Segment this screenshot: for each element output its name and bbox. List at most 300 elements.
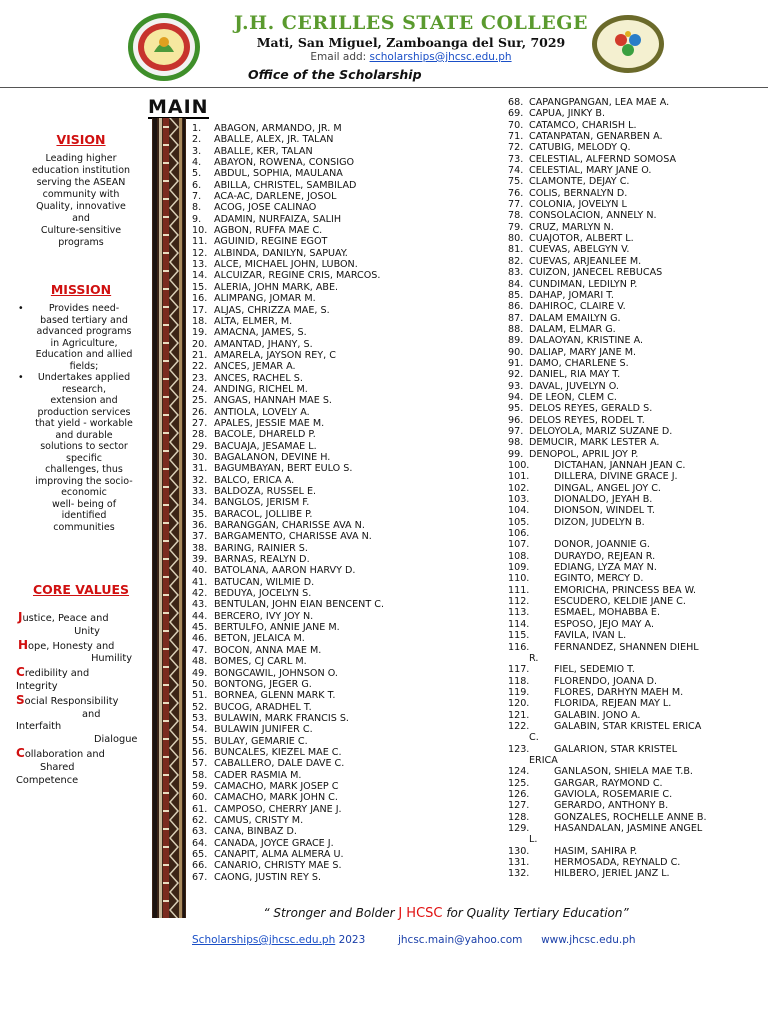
- scholar-list-item: [192, 157, 384, 168]
- scholar-list-item: [508, 539, 707, 550]
- scholar-number: 99.: [508, 448, 524, 460]
- scholar-list-item: [508, 483, 707, 494]
- core-value-item: [16, 611, 148, 639]
- footer-website[interactable]: www.jhcsc.edu.ph: [541, 934, 636, 946]
- scholar-list-item: [508, 471, 707, 482]
- core-value-item: [16, 694, 148, 747]
- scholar-list-item: [192, 486, 384, 497]
- scholar-name: FAVILA, IVAN L.: [554, 630, 627, 642]
- scholar-list-column-1: [192, 123, 384, 883]
- scholar-name: ESMAEL, MOHABBA E.: [554, 607, 660, 619]
- scholar-name: FERNANDEZ, SHANNEN DIEHL: [554, 641, 699, 653]
- scholar-name: GONZALES, ROCHELLE ANNE B.: [554, 811, 707, 823]
- scholar-list-item: [192, 134, 384, 145]
- scholar-number: 68.: [508, 97, 524, 108]
- scholar-list-item: [508, 210, 707, 221]
- scholar-list-item: [508, 97, 707, 108]
- scholar-name: DELOS REYES, GERALD S.: [529, 403, 653, 415]
- scholar-number: 122.: [508, 720, 530, 732]
- scholar-list-item: [192, 509, 384, 520]
- scholar-name: ABALLE, KER, TALAN: [214, 145, 313, 157]
- scholar-list-item: [192, 429, 384, 440]
- scholar-name: R.: [529, 652, 539, 664]
- core-value-text: Shared: [40, 761, 75, 773]
- scholar-name: BULAWIN JUNIFER C.: [214, 724, 313, 736]
- scholar-list-item: [508, 710, 707, 721]
- scholar-number: 56.: [192, 746, 208, 758]
- scholar-number: 44.: [192, 610, 208, 622]
- scholar-list-item: [192, 804, 384, 815]
- scholar-list-item: [192, 214, 384, 225]
- woven-pattern-divider: [152, 118, 186, 918]
- scholar-list-item: [508, 437, 707, 448]
- scholar-number: 45.: [192, 622, 208, 634]
- footer-email-link[interactable]: Scholarships@jhcsc.edu.ph: [192, 934, 336, 946]
- scholar-number: 108.: [508, 550, 530, 562]
- scholar-number: 112.: [508, 596, 530, 608]
- scholar-number: 59.: [192, 780, 208, 792]
- scholar-list-item: [508, 381, 707, 392]
- scholar-list-column-2: [508, 97, 707, 880]
- scholar-number: 97.: [508, 425, 524, 437]
- scholar-list-item: [192, 849, 384, 860]
- scholar-number: 86.: [508, 301, 524, 313]
- scholar-number: 34.: [192, 497, 208, 509]
- scholar-number: 124.: [508, 766, 530, 778]
- scholar-number: 85.: [508, 289, 524, 301]
- scholar-number: 118.: [508, 675, 530, 687]
- scholar-name: ANCES, RACHEL S.: [214, 372, 303, 384]
- scholar-number: 42.: [192, 588, 208, 600]
- scholar-number: 98.: [508, 437, 524, 449]
- scholar-name: ABILLA, CHRISTEL, SAMBILAD: [214, 179, 357, 191]
- scholar-number: 62.: [192, 814, 208, 826]
- college-address: Mati, San Miguel, Zamboanga del Sur, 7029: [256, 35, 566, 50]
- scholar-name: CUAJOTOR, ALBERT L.: [529, 233, 634, 245]
- core-value-item: [16, 747, 148, 787]
- scholar-list-item: [508, 596, 707, 607]
- scholar-name: AMANTAD, JHANY, S.: [214, 338, 313, 350]
- scholar-number: 63.: [192, 826, 208, 838]
- scholar-name: CANAPIT, ALMA ALMERA U.: [214, 849, 344, 860]
- scholar-name: BARNAS, REALYN D.: [214, 554, 310, 566]
- scholar-name: BARGAMENTO, CHARISSE AVA N.: [214, 531, 372, 543]
- scholar-list-item: [508, 732, 707, 743]
- scholar-number: 29.: [192, 440, 208, 452]
- core-value-text: Humility: [91, 653, 132, 665]
- scholar-name: GAVIOLA, ROSEMARIE C.: [554, 788, 673, 800]
- scholar-name: ESPOSO, JEJO MAY A.: [554, 618, 654, 630]
- scholar-number: 114.: [508, 618, 530, 630]
- scholar-list-item: [508, 517, 707, 528]
- scholar-number: 80.: [508, 233, 524, 245]
- scholar-number: 81.: [508, 244, 524, 256]
- scholar-number: 109.: [508, 562, 530, 574]
- scholar-number: 12.: [192, 247, 208, 259]
- scholar-number: 10.: [192, 225, 208, 237]
- scholar-list-item: [508, 789, 707, 800]
- scholar-name: COLIS, BERNALYN D.: [529, 187, 628, 199]
- scholar-number: 23.: [192, 372, 208, 384]
- scholar-name: CELESTIAL, ALFERND SOMOSA: [529, 153, 677, 165]
- scholar-list-item: [508, 868, 707, 879]
- scholar-list-item: [192, 770, 384, 781]
- scholar-number: 70.: [508, 119, 524, 131]
- scholar-name: C.: [529, 732, 539, 744]
- scholar-number: 6.: [192, 179, 202, 191]
- scholar-list-item: [192, 758, 384, 769]
- scholar-name: BERCERO, IVY JOY N.: [214, 610, 314, 622]
- scholar-name: BACOLE, DHARELD P.: [214, 429, 316, 441]
- scholar-name: CAMACHO, MARK JOHN C.: [214, 792, 338, 804]
- scholar-number: 76.: [508, 187, 524, 199]
- scholar-name: AMARELA, JAYSON REY, C: [214, 349, 336, 361]
- scholar-number: 65.: [192, 849, 208, 860]
- scholar-name: ALJAS, CHRIZZA MAE, S.: [214, 304, 330, 316]
- scholar-name: ABAYON, ROWENA, CONSIGO: [214, 157, 355, 169]
- core-value-initial: S: [16, 692, 25, 707]
- scholar-list-item: [508, 347, 707, 358]
- scholar-number: 111.: [508, 584, 530, 596]
- scholar-number: 131.: [508, 857, 530, 869]
- scholar-name: CUIZON, JANECEL REBUCAS: [529, 267, 663, 279]
- mission-line: production services: [37, 406, 131, 418]
- scholar-number: 26.: [192, 406, 208, 418]
- scholar-number: 54.: [192, 724, 208, 736]
- scholar-number: 106.: [508, 528, 530, 540]
- scholar-number: 100.: [508, 460, 530, 471]
- vision-line: Culture-sensitive: [40, 225, 122, 236]
- scholar-list-item: [192, 384, 384, 395]
- scholar-list-item: [508, 244, 707, 255]
- scholar-name: EDIANG, LYZA MAY N.: [554, 562, 657, 574]
- scholar-number: 123.: [508, 743, 530, 755]
- scholar-name: CAMACHO, MARK JOSEP C: [214, 780, 339, 792]
- scholar-number: 126.: [508, 788, 530, 800]
- scholar-list-item: [508, 846, 707, 857]
- scholar-number: 101.: [508, 471, 530, 483]
- scholar-name: BARANGGAN, CHARISSE AVA N.: [214, 520, 365, 532]
- scholar-list-item: [192, 520, 384, 531]
- scholar-list-item: [192, 270, 384, 281]
- scholar-name: BUNCALES, KIEZEL MAE C.: [214, 746, 342, 758]
- scholar-number: 9.: [192, 213, 202, 225]
- scholar-name: ANCES, JEMAR A.: [214, 361, 296, 373]
- scholar-name: CAMPOSO, CHERRY JANE J.: [214, 803, 342, 815]
- scholar-name: EGINTO, MERCY D.: [554, 573, 644, 585]
- mission-line: well- being of: [51, 498, 117, 510]
- scholar-name: ADAMIN, NURFAIZA, SALIH: [214, 213, 342, 225]
- scholarship-email-link[interactable]: scholarships@jhcsc.edu.ph: [369, 51, 512, 63]
- scholar-number: 32.: [192, 474, 208, 486]
- scholar-name: BACUAJA, JESAMAE L.: [214, 440, 317, 452]
- scholar-name: CAPUA, JINKY B.: [529, 108, 606, 120]
- scholar-list-item: [192, 248, 384, 259]
- scholar-list-item: [508, 426, 707, 437]
- core-value-text: and: [82, 708, 101, 720]
- scholar-list-item: [508, 267, 707, 278]
- scholar-list-item: [508, 857, 707, 868]
- scholar-number: 121.: [508, 709, 530, 721]
- scholar-list-item: [508, 176, 707, 187]
- scholar-list-item: [192, 463, 384, 474]
- scholar-name: ANTIOLA, LOVELY A.: [214, 406, 310, 418]
- mission-line: • Undertakes applied: [37, 372, 131, 383]
- scholar-list-item: [192, 656, 384, 667]
- scholar-list-item: [192, 168, 384, 179]
- scholar-name: BALCO, ERICA A.: [214, 474, 295, 486]
- vision-line: education institution: [31, 165, 131, 176]
- scholar-number: 128.: [508, 811, 530, 823]
- scholar-name: HASANDALAN, JASMINE ANGEL: [554, 823, 703, 834]
- scholar-list-item: [192, 781, 384, 792]
- scholar-list-item: [192, 361, 384, 372]
- scholar-name: CUNDIMAN, LEDILYN P.: [529, 278, 638, 290]
- scholar-number: 78.: [508, 210, 524, 222]
- scholar-number: 91.: [508, 357, 524, 369]
- vision-line: Leading higher: [45, 153, 117, 164]
- scholar-name: ALCUIZAR, REGINE CRIS, MARCOS.: [214, 270, 381, 282]
- core-value-text: ollaboration and: [24, 748, 105, 760]
- scholar-number: 40.: [192, 565, 208, 577]
- scholar-list-item: [192, 418, 384, 429]
- scholar-name: ALBINDA, DANILYN, SAPUAY.: [214, 247, 348, 259]
- scholar-name: DICTAHAN, JANNAH JEAN C.: [554, 460, 686, 471]
- main-campus-label: MAIN: [148, 96, 209, 118]
- scholar-name: FIEL, SEDEMIO T.: [554, 664, 635, 676]
- scholar-list-item: [508, 460, 707, 471]
- scholar-number: 84.: [508, 278, 524, 290]
- scholar-list-item: [508, 449, 707, 460]
- scholar-list-item: [192, 236, 384, 247]
- scholar-name: BAGUMBAYAN, BERT EULO S.: [214, 463, 353, 475]
- core-value-text: Unity: [74, 625, 100, 637]
- scholar-number: 129.: [508, 823, 530, 834]
- scholar-name: L.: [529, 834, 538, 846]
- scholar-list-item: [508, 721, 707, 732]
- mission-line: economic: [61, 487, 107, 498]
- scholar-name: DEMUCIR, MARK LESTER A.: [529, 437, 660, 449]
- footer-year: 2023: [335, 934, 366, 946]
- mission-item: [16, 303, 146, 372]
- scholar-number: 58.: [192, 769, 208, 781]
- email-line: [226, 51, 596, 63]
- tagline-brand: J HCSC: [398, 906, 443, 921]
- scholar-name: DILLERA, DIVINE GRACE J.: [554, 471, 678, 483]
- scholar-name: BANGLOS, JERISM F.: [214, 497, 310, 509]
- mission-line: communities: [53, 521, 115, 533]
- scholar-number: 18.: [192, 315, 208, 327]
- scholar-list-item: [508, 778, 707, 789]
- scholar-list-item: [192, 724, 384, 735]
- scholar-name: BONTONG, JEGER G.: [214, 678, 312, 690]
- scholar-name: ALCE, MICHAEL JOHN, LUBON.: [214, 259, 358, 271]
- scholar-list-item: [508, 154, 707, 165]
- scholar-number: 52.: [192, 701, 208, 713]
- office-title: Office of the Scholarship: [248, 67, 422, 82]
- scholar-list-item: [508, 335, 707, 346]
- scholar-list-item: [192, 202, 384, 213]
- scholar-number: 130.: [508, 845, 530, 857]
- scholarship-office-logo: [591, 14, 665, 74]
- scholar-list-item: [192, 860, 384, 871]
- scholar-name: BOMES, CJ CARL M.: [214, 656, 307, 668]
- scholar-name: GALARION, STAR KRISTEL: [554, 743, 678, 755]
- core-value-text: ustice, Peace and: [22, 613, 109, 624]
- email-prefix: Email add:: [310, 51, 370, 63]
- scholar-name: DAVAL, JUVELYN O.: [529, 380, 619, 392]
- scholar-name: DALAM, ELMAR G.: [529, 323, 616, 335]
- scholar-number: 41.: [192, 576, 208, 588]
- scholar-number: 7.: [192, 191, 202, 203]
- scholar-list-item: [508, 233, 707, 244]
- scholar-list-item: [192, 736, 384, 747]
- scholar-number: 38.: [192, 542, 208, 554]
- scholar-name: BETON, JELAICA M.: [214, 633, 305, 645]
- scholar-list-item: [192, 452, 384, 463]
- mission-line: based tertiary and: [40, 314, 128, 326]
- scholar-number: 120.: [508, 698, 530, 710]
- scholar-list-item: [508, 165, 707, 176]
- scholar-number: 69.: [508, 108, 524, 120]
- scholar-list-item: [192, 146, 384, 157]
- scholar-number: 15.: [192, 281, 208, 293]
- scholar-name: CELESTIAL, MARY JANE O.: [529, 165, 652, 177]
- scholar-name: ABAGON, ARMANDO, JR. M: [214, 123, 342, 134]
- scholar-number: 96.: [508, 414, 524, 426]
- scholar-number: 47.: [192, 644, 208, 656]
- scholar-list-item: [508, 108, 707, 119]
- scholar-number: 61.: [192, 803, 208, 815]
- scholar-name: DURAYDO, REJEAN R.: [554, 550, 656, 562]
- tagline-close: for Quality Tertiary Education”: [442, 906, 629, 920]
- scholar-name: DELOS REYES, RODEL T.: [529, 414, 645, 426]
- scholar-name: CAONG, JUSTIN REY S.: [214, 871, 321, 883]
- scholar-list-item: [192, 373, 384, 384]
- core-value-text: ocial Responsibility: [24, 695, 119, 707]
- scholar-number: 87.: [508, 312, 524, 324]
- scholar-number: 33.: [192, 486, 208, 497]
- scholar-name: DAMO, CHARLENE S.: [529, 357, 629, 369]
- scholar-number: 107.: [508, 539, 530, 551]
- scholar-name: HERMOSADA, REYNALD C.: [554, 857, 681, 869]
- scholar-list-item: [508, 256, 707, 267]
- scholar-list-item: [192, 622, 384, 633]
- scholar-list-item: [192, 815, 384, 826]
- scholar-list-item: [192, 225, 384, 236]
- scholar-number: 16.: [192, 293, 208, 305]
- footer-yahoo-email[interactable]: jhcsc.main@yahoo.com: [397, 934, 523, 946]
- scholar-list-item: [508, 619, 707, 630]
- scholar-list-item: [508, 222, 707, 233]
- scholar-number: 113.: [508, 607, 530, 619]
- scholar-list-item: [192, 690, 384, 701]
- scholar-number: 74.: [508, 165, 524, 177]
- scholar-name: BALDOZA, RUSSEL E.: [214, 486, 317, 497]
- scholar-name: BULAY, GEMARIE C.: [214, 735, 308, 747]
- scholar-list-item: [508, 313, 707, 324]
- core-value-item: [16, 639, 148, 667]
- scholar-number: 27.: [192, 417, 208, 429]
- scholar-number: 67.: [192, 871, 208, 883]
- scholar-name: BATOLANA, AARON HARVY D.: [214, 565, 356, 577]
- scholar-list-item: [508, 551, 707, 562]
- scholar-list-item: [508, 823, 707, 834]
- scholar-name: ANDING, RICHEL M.: [214, 383, 308, 395]
- scholar-number: 119.: [508, 686, 530, 698]
- scholar-name: CATAMCO, CHARISH L.: [529, 119, 637, 131]
- scholar-name: CAMUS, CRISTY M.: [214, 814, 304, 826]
- college-name: J.H. CERILLES STATE COLLEGE: [234, 12, 588, 34]
- scholar-name: BERTULFO, ANNIE JANE M.: [214, 622, 340, 634]
- tagline: [186, 906, 706, 921]
- scholar-list-item: [508, 766, 707, 777]
- scholar-number: 1.: [192, 123, 202, 134]
- vision-text: [18, 153, 144, 249]
- scholar-number: 11.: [192, 236, 208, 248]
- scholar-name: AGBON, RUFFA MAE C.: [214, 225, 323, 237]
- scholar-name: DENOPOL, APRIL JOY P.: [529, 448, 639, 460]
- scholar-list-item: [192, 702, 384, 713]
- scholar-list-item: [192, 838, 384, 849]
- scholar-number: 13.: [192, 259, 208, 271]
- core-value-initial: C: [16, 665, 25, 680]
- scholar-name: CANARIO, CHRISTY MAE S.: [214, 860, 342, 872]
- scholar-name: ESCUDERO, KELDIE JANE C.: [554, 596, 686, 608]
- vision-line: Quality, innovative: [36, 201, 126, 212]
- scholar-number: 95.: [508, 403, 524, 415]
- scholar-list-item: [192, 679, 384, 690]
- scholar-list-item: [508, 687, 707, 698]
- scholar-number: 132.: [508, 868, 530, 880]
- scholar-name: ABALLE, ALEX, JR. TALAN: [214, 134, 334, 146]
- mission-line: • Provides need-: [48, 303, 120, 314]
- scholar-number: 17.: [192, 304, 208, 316]
- scholar-name: BAGALANON, DEVINE H.: [214, 451, 331, 463]
- scholar-list-item: [508, 698, 707, 709]
- scholar-number: 43.: [192, 599, 208, 611]
- scholar-name: HASIM, SAHIRA P.: [554, 845, 638, 857]
- scholar-list-item: [508, 607, 707, 618]
- scholar-name: ALERIA, JOHN MARK, ABE.: [214, 281, 339, 293]
- scholar-name: BATUCAN, WILMIE D.: [214, 576, 315, 588]
- mission-line: and durable: [55, 429, 113, 441]
- scholar-list-item: [192, 123, 384, 134]
- mission-line: specific: [66, 452, 102, 464]
- scholar-list-item: [192, 577, 384, 588]
- vision-line: community with: [42, 189, 120, 200]
- scholar-name: EMORICHA, PRINCESS BEA W.: [554, 584, 697, 596]
- scholar-name: CANA, BINBAZ D.: [214, 826, 297, 838]
- scholar-list-item: [192, 543, 384, 554]
- scholar-list-item: [192, 441, 384, 452]
- mission-line: improving the socio-: [35, 475, 133, 487]
- scholar-list-item: [508, 392, 707, 403]
- scholar-name: CLAMONTE, DEJAY C.: [529, 176, 630, 188]
- scholar-list-item: [508, 812, 707, 823]
- scholar-list-item: [192, 191, 384, 202]
- scholar-number: 89.: [508, 335, 524, 347]
- scholar-name: CATANPATAN, GENARBEN A.: [529, 131, 663, 143]
- scholar-number: 30.: [192, 451, 208, 463]
- scholar-list-item: [192, 611, 384, 622]
- header-divider: [0, 87, 768, 88]
- scholar-number: 53.: [192, 712, 208, 724]
- mission-heading: MISSION: [50, 282, 112, 297]
- scholar-name: ABDUL, SOPHIA, MAULANA: [214, 168, 343, 180]
- scholar-number: 22.: [192, 361, 208, 373]
- scholar-list-item: [192, 339, 384, 350]
